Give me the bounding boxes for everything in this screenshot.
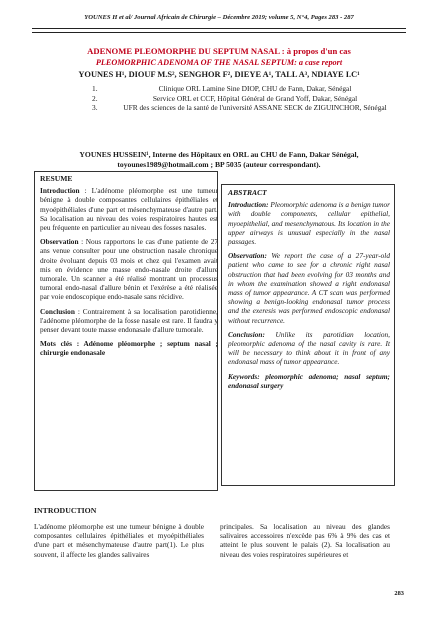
introduction-heading: INTRODUCTION (34, 506, 97, 515)
page-number: 283 (394, 590, 404, 597)
resume-section (40, 174, 218, 363)
resume-obs-label: Observation (40, 237, 79, 247)
running-header: YOUNES H et al/ Journal Africain de Chirurgie – Décembre 2019; volume 5, N°4, Pages 283 - 287 (84, 14, 354, 21)
resume-keywords (40, 339, 218, 357)
article-title-english: PLEOMORPHIC ADENOMA OF THE NASAL SEPTUM: a case report (95, 58, 343, 67)
affiliation-text: Clinique ORL Lamine Sine DIOP, CHU de Fann, Dakar, Sénégal (158, 84, 352, 93)
corresponding-author-email[interactable]: toyounes1989@hotmail.com ; BP 5035 (auteur correspondant). (117, 160, 321, 169)
abstract-concl-label: Conclusion: (228, 329, 265, 339)
introduction-column-right: principales. Sa localisation au niveau des glandes salivaires accessoires n'excède pas 6% à 9% des cas et atteint le plus souvent le palais (2). Sa localisation au niveau des voies respiratoires supérieures et (220, 522, 390, 559)
resume-obs-text: : Nous rapportons le cas d'une patiente de 27 ans venue consulter pour une obstruction nasale chronique droite évoluant depuis 03 mois et chez qui l'examen avait mis en évidence une masse endo-nasale droite d'allure tumorale. Un scanner a été réalisé montrant un processus tumoral endo-nasal d'allure bénin et l'exérèse a été réalisée par voie endoscopique endo-nasale sans récidive. (40, 237, 218, 302)
abstract-kw-text: pleomorphic adenoma; nasal septum; endonasal surgery (228, 371, 390, 390)
affiliation-item (92, 103, 404, 113)
affiliation-number: 1. (92, 84, 98, 93)
resume-conclusion (40, 307, 218, 335)
abstract-kw-label: Keywords: (228, 371, 260, 381)
abstract-conclusion (228, 330, 390, 367)
affiliation-list (92, 84, 404, 113)
abstract-concl-text: Unlike its parotidian location, pleomorphic adenoma of the nasal cavity is rare. It will be necessary to think about it in front of any endonasal mass of tumor appearance. (228, 329, 390, 367)
abstract-intro-label: Introduction: (228, 200, 269, 210)
abstract-obs-text: We report the case of a 27-year-old patient who came to see for a chronic right nasal obstruction that had been evolving for 03 months and in whom the examination showed a right endonasal mass of tumor appearance. A CT scan was performed showing a benign-looking endonasal tumor process and the exeresis was performed endoscopic endonasal without recurrence. (228, 251, 390, 325)
affiliation-text: Service ORL et CCF, Hôpital Général de Grand Yoff, Dakar, Sénégal (152, 93, 358, 103)
affiliation-item (92, 94, 404, 104)
resume-introduction (40, 186, 218, 232)
abstract-obs-label: Observation: (228, 251, 267, 261)
affiliation-number: 2. (92, 93, 98, 103)
header-rule-double (32, 32, 406, 33)
abstract-section (228, 188, 390, 395)
resume-intro-label: Introduction (40, 186, 80, 196)
corresponding-author-line: YOUNES HUSSEIN¹, Interne des Hôpitaux en ORL au CHU de Fann, Dakar Sénégal, (79, 150, 359, 159)
resume-concl-label: Conclusion (40, 306, 75, 316)
header-rule (32, 28, 406, 29)
resume-heading: RESUME (40, 174, 73, 183)
affiliation-item (92, 84, 404, 94)
affiliation-number: 3. (92, 103, 98, 113)
abstract-keywords (228, 372, 390, 390)
introduction-column-left: L'adénome pléomorphe est une tumeur bénigne à double composantes cellulaires épithéliales et myoépithéliales d'une part et mésenchymateuse d'autre part(1). Le plus souvent, il affecte les glandes salivaires (34, 522, 204, 559)
resume-concl-text: : Contrairement à sa localisation parotidienne, l'adénome pléomorphe de la fosse nasale est rare. Il faudra y penser devant toute masse endonasale d'allure tumorale. (40, 306, 218, 335)
abstract-intro-text: Pleomorphic adenoma is a benign tumor with double components, cellular epithelial, myoepithelial, and mesenchymatous. Its location in the upper airways is unusual especially in the nasal passages. (228, 200, 390, 247)
affiliation-text: UFR des sciences de la santé de l'université ASSANE SECK de ZIGUINCHOR, Sénégal (123, 103, 387, 113)
article-title-french: ADENOME PLEOMORPHE DU SEPTUM NASAL : à propos d'un cas (87, 46, 351, 56)
resume-kw-label: Mots clés (40, 339, 72, 349)
resume-kw-text: : Adénome pléomorphe ; septum nasal ; chirurgie endonasale (40, 339, 218, 358)
resume-intro-text: : L'adénome pléomorphe est une tumeur bénigne à double composantes cellulaires épithéliales et myoépithéliales d'une part et mésenchymateuse d'autre part. Sa localisation au niveau des voies respiratoires hautes est peu fréquente en particulier au niveau des fosses nasales. (40, 186, 218, 233)
author-list: YOUNES H¹, DIOUF M.S², SENGHOR F², DIEYE A¹, TALL A³, NDIAYE I.C¹ (78, 70, 360, 79)
abstract-observation (228, 251, 390, 325)
abstract-introduction (228, 200, 390, 246)
corresponding-author (34, 150, 404, 170)
resume-observation (40, 237, 218, 301)
abstract-heading: ABSTRACT (228, 188, 267, 197)
